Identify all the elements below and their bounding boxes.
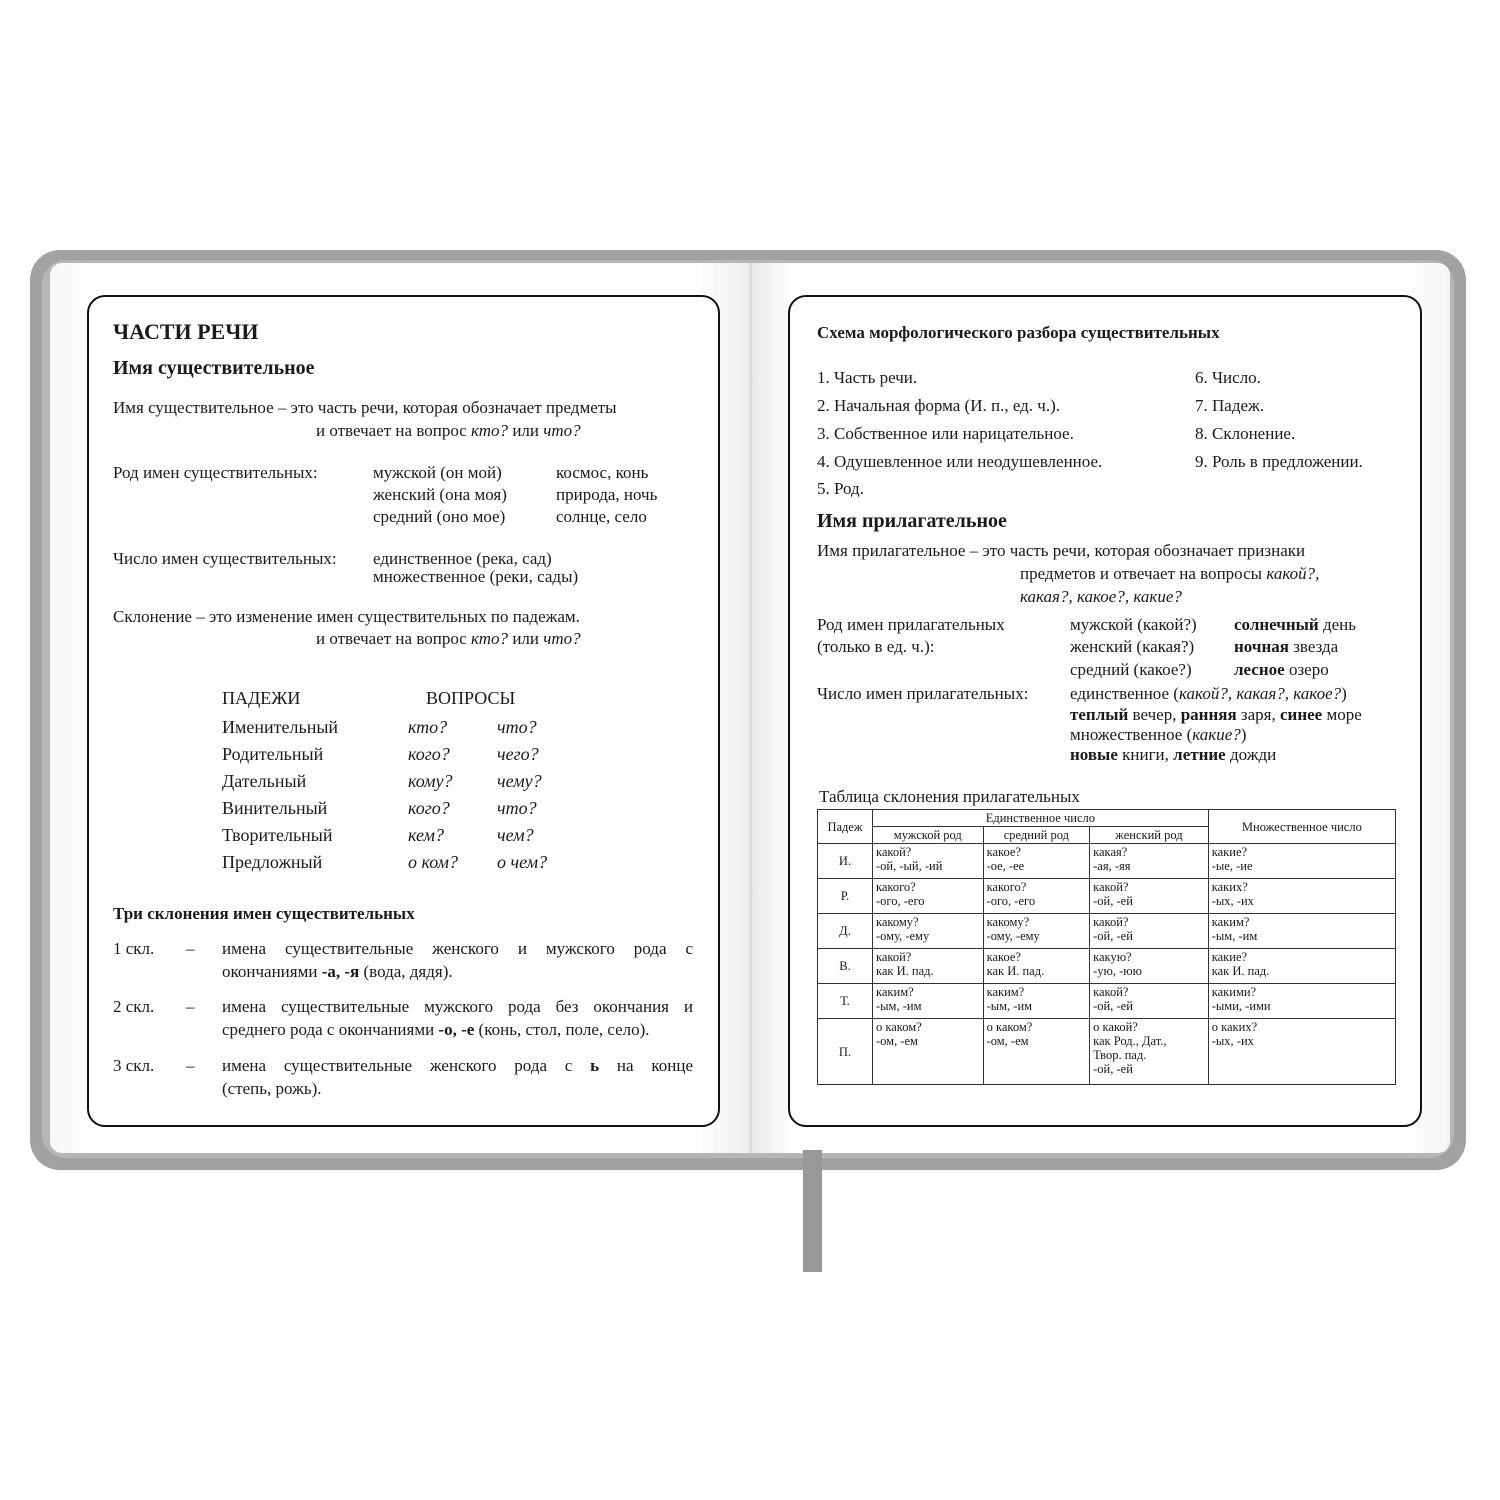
gender-masculine-example: космос, конь xyxy=(556,463,649,482)
book-spine-gutter xyxy=(748,263,754,1153)
adjective-title: Имя прилагательное xyxy=(817,510,1007,532)
declension-3-line1: имена существительные женского рода с ь на конце xyxy=(222,1056,693,1075)
gender-neuter-example: солнце, село xyxy=(556,507,647,526)
adjective-definition-line3: какая?, какое?, какие? xyxy=(1020,587,1182,606)
table-cell xyxy=(983,879,1090,914)
case-question-inanimate: что? xyxy=(497,717,537,737)
case-question-inanimate: что? xyxy=(497,798,537,818)
adj-gender-feminine: женский (какая?) xyxy=(1070,637,1195,656)
declension-dash: – xyxy=(186,997,195,1016)
declension-2-line1: имена существительные мужского рода без окончания и xyxy=(222,997,693,1016)
table-cell-line: -ом, -ем xyxy=(876,1034,918,1048)
table-cell-line: -ой, -ей xyxy=(1093,929,1133,943)
table-cell-line: Твор. пад. xyxy=(1093,1048,1147,1062)
cases-header: ПАДЕЖИ xyxy=(222,688,301,708)
table-cell-line: каким? xyxy=(1211,915,1250,929)
table-cell-line: какой? xyxy=(876,845,912,859)
table-cell xyxy=(1090,1019,1209,1085)
table-cell xyxy=(1208,1019,1395,1085)
declension-1-line2: окончаниями -а, -я (вода, дядя). xyxy=(222,962,453,981)
case-question-inanimate: о чем? xyxy=(497,852,548,872)
table-cell-line: какое? xyxy=(986,845,1021,859)
scheme-item: 7. Падеж. xyxy=(1195,396,1265,415)
case-name: Родительный xyxy=(222,744,324,764)
declension-definition-line1: Склонение – это изменение имен существительных по падежам. xyxy=(113,607,580,626)
table-header-case: Падеж xyxy=(818,810,873,844)
declension-dash: – xyxy=(186,939,195,958)
case-name: Дательный xyxy=(222,771,307,791)
table-cell xyxy=(1208,984,1395,1019)
table-cell xyxy=(873,984,984,1019)
adj-gender-label-line1: Род имен прилагательных xyxy=(817,615,1005,634)
table-cell-line: какая? xyxy=(1093,845,1128,859)
table-cell-line: как И. пад. xyxy=(876,964,934,978)
declension-dash: – xyxy=(186,1056,195,1075)
adj-plural-examples: новые книги, летние дожди xyxy=(1070,745,1277,764)
case-question-inanimate: чему? xyxy=(497,771,542,791)
table-cell-line: как И. пад. xyxy=(986,964,1045,978)
noun-definition-line2: и отвечает на вопрос кто? или что? xyxy=(316,421,581,440)
table-cell xyxy=(983,949,1090,984)
table-cell xyxy=(873,844,984,879)
table-cell xyxy=(1090,879,1209,914)
table-cell-line: каким? xyxy=(986,985,1025,999)
table-cell-line: какой? xyxy=(1093,985,1129,999)
table-cell xyxy=(873,879,984,914)
table-cell-case: В. xyxy=(818,949,873,984)
table-cell-line: какое? xyxy=(986,950,1021,964)
three-declensions-title: Три склонения имен существительных xyxy=(113,904,415,923)
table-cell xyxy=(873,949,984,984)
table-cell-line: -ым, -им xyxy=(1211,929,1258,943)
number-singular: единственное (река, сад) xyxy=(373,549,552,568)
case-question-animate: кем? xyxy=(408,825,444,845)
table-cell xyxy=(1208,949,1395,984)
table-cell-line: -ых, -их xyxy=(1211,894,1254,908)
table-cell-line: какой? xyxy=(876,950,912,964)
table-cell-case: П. xyxy=(818,1019,873,1085)
table-cell-line: -ого, -его xyxy=(876,894,925,908)
adj-gender-neuter-example: лесное озеро xyxy=(1234,660,1329,679)
table-cell xyxy=(1208,844,1395,879)
table-cell-line: -ой, -ей xyxy=(1093,999,1133,1013)
table-cell-line: -ого, -его xyxy=(986,894,1036,908)
table-cell-line: какой? xyxy=(1093,880,1129,894)
table-row xyxy=(818,984,1396,1019)
table-cell-line: каким? xyxy=(876,985,914,999)
table-cell-line: -ым, -им xyxy=(876,999,922,1013)
table-cell xyxy=(1208,914,1395,949)
table-cell-line: -ые, -ие xyxy=(1211,859,1253,873)
adjective-definition-line1: Имя прилагательное – это часть речи, которая обозначает признаки xyxy=(817,541,1306,560)
table-cell xyxy=(873,914,984,949)
noun-number-label: Число имен существительных: xyxy=(113,549,337,568)
table-cell xyxy=(983,984,1090,1019)
scheme-item: 8. Склонение. xyxy=(1195,424,1296,443)
case-question-animate: кому? xyxy=(408,771,453,791)
adj-number-label: Число имен прилагательных: xyxy=(817,684,1029,703)
table-cell-case: И. xyxy=(818,844,873,879)
table-cell-line: какие? xyxy=(1211,845,1248,859)
declension-label: 2 скл. xyxy=(113,997,155,1016)
scheme-item: 5. Род. xyxy=(817,479,864,498)
table-body xyxy=(818,844,1396,1085)
table-cell xyxy=(1090,984,1209,1019)
declension-1-line1: имена существительные женского и мужского рода с xyxy=(222,939,693,958)
case-question-inanimate: чем? xyxy=(497,825,534,845)
declension-3-line2: (степь, рожь). xyxy=(222,1079,322,1098)
table-cell xyxy=(983,844,1090,879)
case-name: Винительный xyxy=(222,798,328,818)
table-cell-line: какого? xyxy=(986,880,1027,894)
scheme-item: 9. Роль в предложении. xyxy=(1195,452,1363,471)
table-cell-line: какими? xyxy=(1211,985,1257,999)
adj-singular: единственное (какой?, какая?, какое?) xyxy=(1070,684,1347,703)
noun-gender-label: Род имен существительных: xyxy=(113,463,318,482)
table-cell xyxy=(983,1019,1090,1085)
number-plural: множественное (реки, сады) xyxy=(373,567,579,586)
table-cell-line: каких? xyxy=(1211,880,1248,894)
adj-gender-neuter: средний (какое?) xyxy=(1070,660,1192,679)
table-cell-line: -ую, -юю xyxy=(1093,964,1142,978)
adj-gender-label-line2: (только в ед. ч.): xyxy=(817,637,935,656)
case-name: Именительный xyxy=(222,717,339,737)
adjective-table-caption: Таблица склонения прилагательных xyxy=(819,787,1080,806)
case-question-animate: кто? xyxy=(408,717,448,737)
scheme-item: 3. Собственное или нарицательное. xyxy=(817,424,1074,443)
table-header-masculine: мужской род xyxy=(873,827,984,844)
table-cell-line: какому? xyxy=(876,915,919,929)
table-cell-line: -ой, -ей xyxy=(1093,894,1133,908)
table-cell xyxy=(1090,844,1209,879)
declension-2-line2: среднего рода с окончаниями -о, -е (конь, стол, поле, село). xyxy=(222,1020,650,1039)
questions-header: ВОПРОСЫ xyxy=(426,688,516,708)
table-cell-line: -ой, -ей xyxy=(1093,1062,1133,1076)
morph-scheme-title: Схема морфологического разбора существительных xyxy=(817,323,1220,342)
table-cell-line: о какой? xyxy=(1093,1020,1138,1034)
table-cell-line: о каких? xyxy=(1211,1020,1258,1034)
table-cell-line: какому? xyxy=(986,915,1030,929)
table-cell-line: -ых, -их xyxy=(1211,1034,1254,1048)
adj-plural: множественное (какие?) xyxy=(1070,725,1247,744)
table-row xyxy=(818,914,1396,949)
case-question-animate: кого? xyxy=(408,744,450,764)
table-cell-case: Р. xyxy=(818,879,873,914)
scheme-item: 1. Часть речи. xyxy=(817,368,918,387)
adj-singular-examples: теплый вечер, ранняя заря, синее море xyxy=(1070,705,1362,724)
adj-gender-masculine: мужской (какой?) xyxy=(1070,615,1197,634)
adjective-definition-line2: предметов и отвечает на вопросы какой?, xyxy=(1020,564,1320,583)
table-header-plural: Множественное число xyxy=(1208,810,1395,844)
table-header-feminine: женский род xyxy=(1090,827,1209,844)
declension-definition-line2: и отвечает на вопрос кто? или что? xyxy=(316,629,581,648)
table-cell-line: -ому, -ему xyxy=(986,929,1040,943)
table-cell-case: Т. xyxy=(818,984,873,1019)
table-cell xyxy=(1208,879,1395,914)
table-cell xyxy=(1090,949,1209,984)
table-cell-line: -ое, -ее xyxy=(986,859,1025,873)
adjective-declension-table xyxy=(817,809,1396,1085)
table-cell xyxy=(873,1019,984,1085)
case-question-animate: кого? xyxy=(408,798,450,818)
table-cell-line: о каком? xyxy=(986,1020,1033,1034)
table-cell-line: -ом, -ем xyxy=(986,1034,1029,1048)
case-question-inanimate: чего? xyxy=(497,744,539,764)
table-cell-line: как И. пад. xyxy=(1211,964,1270,978)
case-name: Творительный xyxy=(222,825,333,845)
table-row xyxy=(818,1019,1396,1085)
adj-gender-feminine-example: ночная звезда xyxy=(1234,637,1339,656)
noun-definition-line1: Имя существительное – это часть речи, которая обозначает предметы xyxy=(113,398,617,417)
case-question-animate: о ком? xyxy=(408,852,459,872)
gender-feminine: женский (она моя) xyxy=(373,485,507,504)
scheme-item: 4. Одушевленное или неодушевленное. xyxy=(817,452,1103,471)
table-cell-line: как Род., Дат., xyxy=(1093,1034,1167,1048)
table-cell-line: -ыми, -ими xyxy=(1211,999,1271,1013)
table-cell-line: какую? xyxy=(1093,950,1132,964)
declension-label: 3 скл. xyxy=(113,1056,155,1075)
gender-feminine-example: природа, ночь xyxy=(556,485,658,504)
scheme-item: 6. Число. xyxy=(1195,368,1261,387)
table-row xyxy=(818,949,1396,984)
table-row xyxy=(818,879,1396,914)
table-cell-line: -ым, -им xyxy=(986,999,1033,1013)
table-cell-case: Д. xyxy=(818,914,873,949)
gender-neuter: средний (оно мое) xyxy=(373,507,506,526)
table-cell xyxy=(983,914,1090,949)
gender-masculine: мужской (он мой) xyxy=(373,463,502,482)
scheme-item: 2. Начальная форма (И. п., ед. ч.). xyxy=(817,396,1060,415)
table-cell-line: какого? xyxy=(876,880,916,894)
table-cell xyxy=(1090,914,1209,949)
table-cell-line: какие? xyxy=(1211,950,1248,964)
table-cell-line: какой? xyxy=(1093,915,1129,929)
adj-gender-masculine-example: солнечный день xyxy=(1234,615,1357,634)
table-cell-line: -ому, -ему xyxy=(876,929,930,943)
bookmark-ribbon xyxy=(803,1150,822,1272)
table-cell-line: -ая, -яя xyxy=(1093,859,1131,873)
table-cell-line: о каком? xyxy=(876,1020,922,1034)
noun-title: Имя существительное xyxy=(113,357,315,379)
case-name: Предложный xyxy=(222,852,323,872)
table-header-singular: Единственное число xyxy=(873,810,1209,827)
table-row xyxy=(818,844,1396,879)
declension-label: 1 скл. xyxy=(113,939,155,958)
table-header-neuter: средний род xyxy=(983,827,1090,844)
table-cell-line: -ой, -ый, -ий xyxy=(876,859,943,873)
parts-of-speech-heading: ЧАСТИ РЕЧИ xyxy=(113,319,259,344)
